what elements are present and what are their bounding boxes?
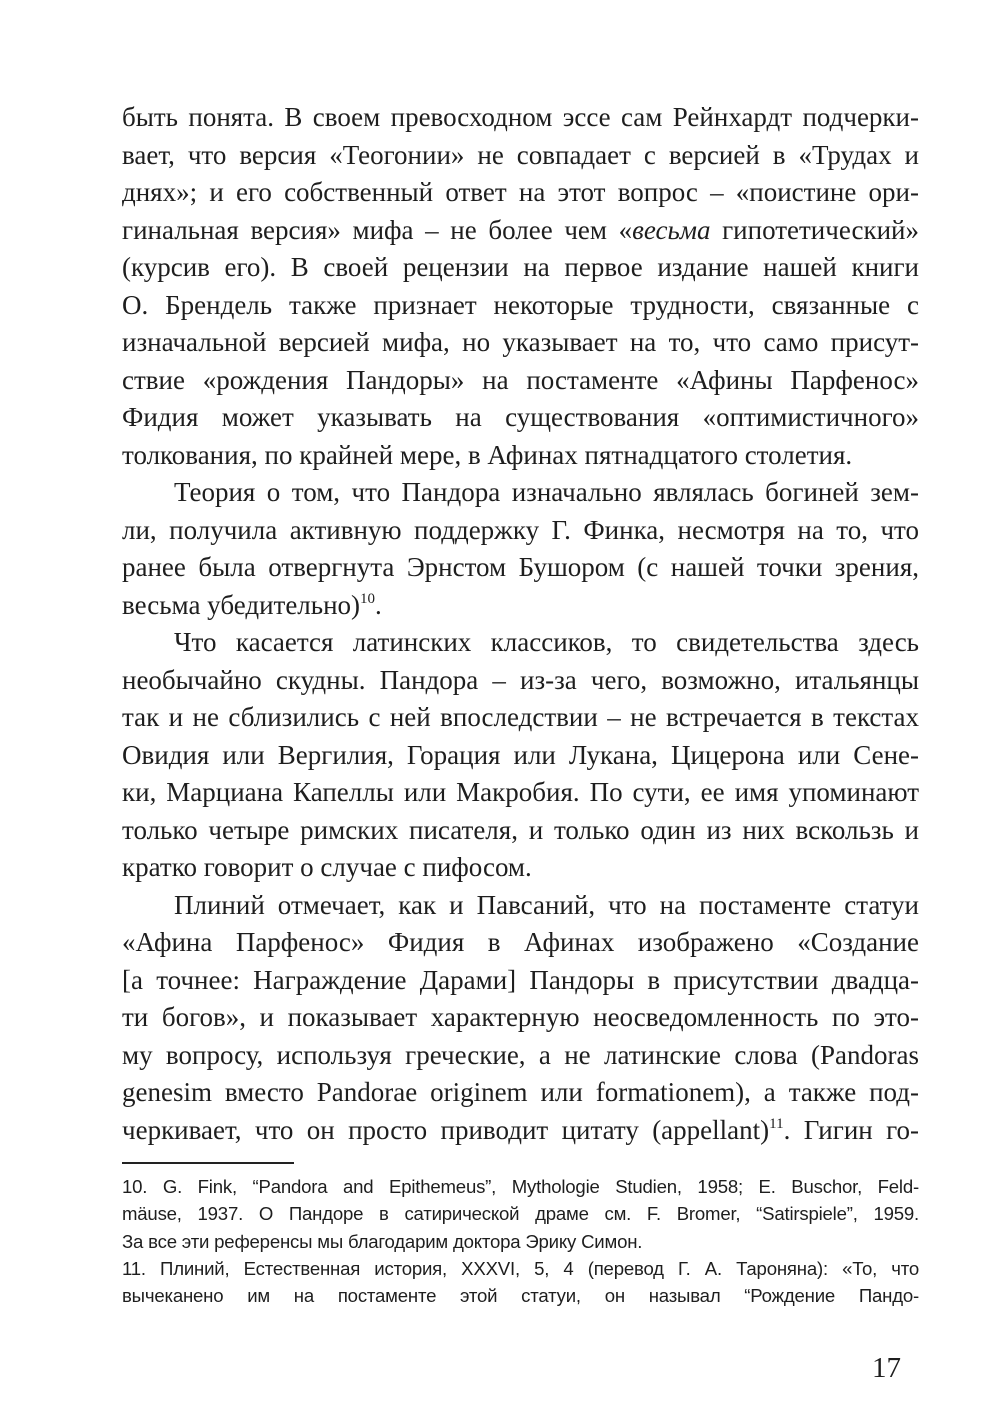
- text-segment: быть понята. В своем превосходном эссе сам Рейнхардт подчерки-: [122, 102, 919, 132]
- text-segment: вычеканено им на постаменте этой статуи, он называл “Рождение Пандо-: [122, 1285, 919, 1307]
- text-segment: гипотетический»: [710, 214, 919, 245]
- text-segment: 11. Плиний, Естественная история, XXXVI, 5, 4 (перевод Г. А. Тароняна): «То, что: [122, 1257, 919, 1279]
- text-segment: Фидия может указывать на существования «оптимистичного»: [122, 402, 919, 432]
- text-segment: (курсив его). В своей рецензии на первое издание нашей книги: [122, 252, 919, 282]
- footnote-line: [122, 1228, 919, 1255]
- footnote-reference: 10: [360, 590, 376, 607]
- text-segment: «Афина Парфенос» Фидия в Афинах изображено «Создание: [122, 927, 919, 957]
- text-segment: ки, Марциана Капеллы или Макробия. По сути, ее имя упоминают: [122, 777, 919, 807]
- text-segment: днях»; и его собственный ответ на этот вопрос – «поистине ори-: [122, 177, 919, 207]
- text-line: [122, 1074, 919, 1112]
- text-line: [122, 474, 919, 512]
- footnote-line: [122, 1200, 919, 1227]
- text-line: [122, 137, 919, 175]
- text-segment: Что касается латинских классиков, то свидетельства здесь: [174, 627, 919, 657]
- text-line: [122, 399, 919, 437]
- text-line: [122, 999, 919, 1037]
- text-segment: толкования, по крайней мере, в Афинах пятнадцатого столетия.: [122, 439, 853, 470]
- text-segment: 10. G. Fink, “Pandora and Epithemeus”, Mythologie Studien, 1958; E. Buschor, Feld-: [122, 1176, 919, 1197]
- text-segment: Овидия или Вергилия, Горация или Лукана, Цицерона или Сене-: [122, 739, 919, 770]
- text-line: [122, 174, 919, 212]
- text-segment: .: [375, 589, 382, 620]
- text-segment: гинальная версия» мифа – не более чем «: [122, 214, 633, 245]
- text-segment: Теория о том, что Пандора изначально являлась богиней зем-: [174, 477, 919, 507]
- text-segment: ти богов», и показывает характерную неосведомленность по это-: [122, 1002, 919, 1032]
- text-segment: ли, получила активную поддержку Г. Финка, несмотря на то, что: [122, 514, 919, 545]
- text-line: [122, 699, 919, 737]
- text-segment: му вопросу, используя греческие, а не латинские слова (Pandoras: [122, 1039, 919, 1070]
- text-segment: genesim вместо Pandorae originem или formationem), а также под-: [122, 1077, 919, 1107]
- text-segment: За все эти референсы мы благодарим доктора Эрику Симон.: [122, 1230, 643, 1252]
- text-segment: необычайно скудны. Пандора – из-за чего, возможно, итальянцы: [122, 664, 919, 695]
- footnotes: [122, 1173, 919, 1309]
- page-number: 17: [872, 1352, 901, 1384]
- text-line: [122, 962, 919, 1000]
- text-line: [122, 212, 919, 250]
- text-line: [122, 437, 919, 475]
- text-line: [122, 812, 919, 850]
- text-line: [122, 662, 919, 700]
- footnote-line: [122, 1255, 919, 1282]
- text-segment: ствие «рождения Пандоры» на постаменте «Афины Парфенос»: [122, 364, 919, 395]
- text-line: [122, 512, 919, 550]
- text-line: [122, 1037, 919, 1075]
- text-line: [122, 887, 919, 925]
- text-line: [122, 737, 919, 775]
- text-segment: кратко говорит о случае с пифосом.: [122, 852, 532, 882]
- text-segment: вает, что версия «Теогонии» не совпадает с версией в «Трудах и: [122, 139, 919, 170]
- text-segment: О. Брендель также признает некоторые трудности, связанные с: [122, 289, 919, 320]
- text-segment: изначальной версией мифа, но указывает на то, что само присут-: [122, 327, 919, 357]
- text-line: [122, 849, 919, 887]
- text-line: [122, 774, 919, 812]
- text-segment: . Гигин го-: [783, 1114, 919, 1145]
- text-line: [122, 287, 919, 325]
- text-segment: [а точнее: Награждение Дарами] Пандоры в присутствии двадца-: [122, 964, 919, 995]
- footnote-line: [122, 1173, 919, 1200]
- footnote-reference: 11: [769, 1115, 784, 1132]
- text-segment: mäuse, 1937. О Пандоре в сатирической драме см. F. Bromer, “Satirspiele”, 1959.: [122, 1203, 919, 1225]
- text-line: [122, 924, 919, 962]
- footnote-separator: [122, 1162, 294, 1164]
- text-line: [122, 324, 919, 362]
- italic-text: весьма: [632, 214, 711, 245]
- footnote-line: [122, 1282, 919, 1309]
- text-line: [122, 99, 919, 137]
- main-text: [122, 99, 919, 1149]
- text-line: [122, 362, 919, 400]
- text-line: [122, 549, 919, 587]
- text-line: [122, 587, 919, 625]
- text-segment: весьма убедительно): [122, 589, 361, 620]
- text-line: [122, 1112, 919, 1150]
- text-segment: так и не сблизились с ней впоследствии – не встречается в текстах: [122, 702, 919, 732]
- text-segment: ранее была отвергнута Эрнстом Бушором (с нашей точки зрения,: [122, 552, 919, 582]
- text-segment: черкивает, что он просто приводит цитату (appellant): [122, 1114, 770, 1145]
- text-line: [122, 249, 919, 287]
- text-segment: Плиний отмечает, как и Павсаний, что на постаменте статуи: [174, 889, 919, 920]
- text-segment: только четыре римских писателя, и только один из них вскользь и: [122, 814, 919, 845]
- text-line: [122, 624, 919, 662]
